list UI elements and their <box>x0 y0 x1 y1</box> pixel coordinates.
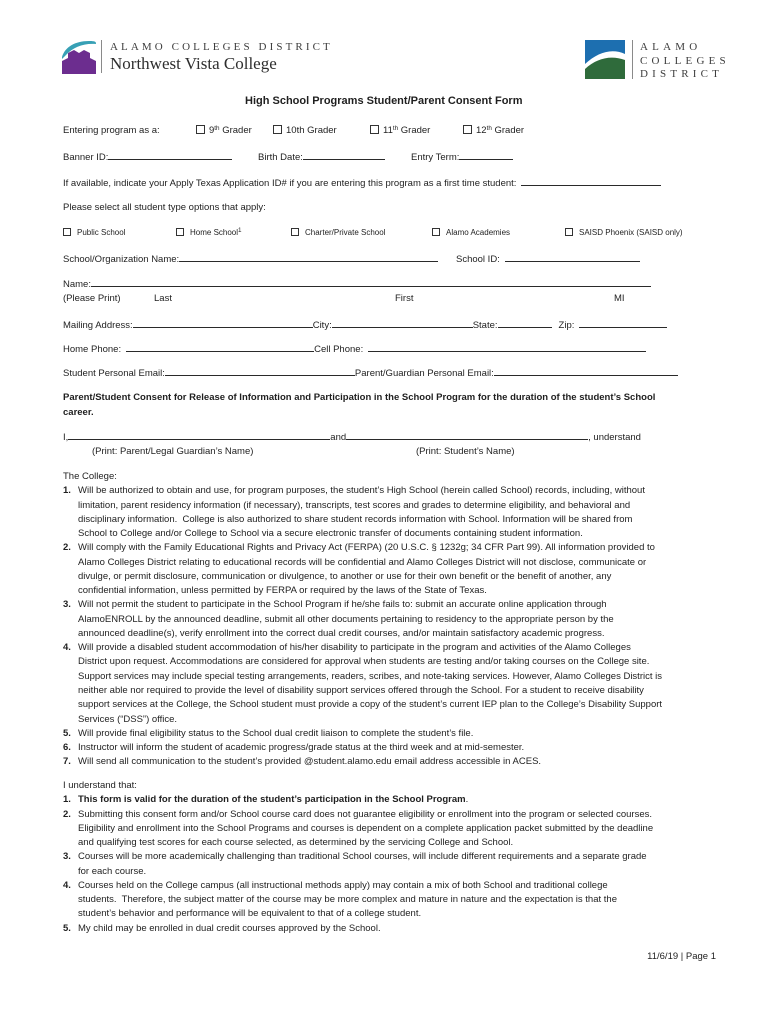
consent-names-group <box>63 430 641 444</box>
logo-word-alamo: ALAMO <box>640 41 702 53</box>
list-item-line-text: students. Therefore, the subject matter of the course may be more complex and mature in nature and the expectation is that the <box>78 894 617 906</box>
student-type-label: SAISD Phoenix (SAISD only) <box>579 228 683 237</box>
grade-suffix: th <box>392 125 399 132</box>
list-number: 1. <box>63 794 71 806</box>
list-item-line <box>78 865 647 879</box>
list-item <box>63 755 662 769</box>
list-item-line-text: Will provide final eligibility status to the School dual credit liaison to complete the student’s file. <box>78 727 474 739</box>
middle-initial-caption: MI <box>614 293 625 304</box>
list-item-line <box>78 850 647 864</box>
list-item-line-text: divulge, or permit disclosure, communication or divulgence, to another or use for their own benefit or the benefit of another, any <box>78 570 612 582</box>
list-item-line-text: Will provide a disabled student accommodation of his/her disability to participate in the program and activities of the Alamo Colleges <box>78 642 631 654</box>
school-org-label: School/Organization Name: <box>63 254 180 265</box>
list-item <box>63 922 653 936</box>
list-item-line-text: confidential information, unless permitted by FERPA or required by the laws of the State of Texas. <box>78 585 487 597</box>
name-label: Name: <box>63 279 91 290</box>
guardian-name-field[interactable] <box>68 430 330 440</box>
list-item-line <box>78 570 655 584</box>
student-email-field[interactable] <box>165 366 355 376</box>
list-item <box>63 879 653 922</box>
student-type-public-school[interactable] <box>63 226 125 240</box>
list-item-line-text: . <box>465 794 469 806</box>
college-heading: The College: <box>63 471 117 482</box>
list-item-line <box>78 499 645 513</box>
list-item-line <box>78 698 662 712</box>
list-number: 4. <box>63 642 71 654</box>
list-item-line <box>78 836 653 850</box>
logo-word-district: DISTRICT <box>640 68 724 80</box>
list-item-line <box>78 922 381 936</box>
list-number: 5. <box>63 922 71 934</box>
list-item-line-text: Services (“DSS”) office. <box>78 713 178 725</box>
list-item-line <box>78 670 662 684</box>
student-type-label: Public School <box>77 228 126 237</box>
mailing-address-label: Mailing Address: <box>63 320 133 331</box>
list-item-line-text: announced deadline(s), verify enrollment into the correct dual credit courses, and/or maintain satisfactory academic progress. <box>78 627 605 639</box>
list-item <box>63 808 653 851</box>
logo-hill-shape <box>585 58 625 79</box>
college-name: Northwest Vista College <box>110 54 277 73</box>
list-item-line-text: disciplinary information. College is also authorized to share student records information with School. Information will be shared from <box>78 513 633 525</box>
list-item-line-text: and qualifying test scores for each course selected, as determined by the servicing College and School. <box>78 837 514 849</box>
banner-id-label: Banner ID: <box>63 152 109 163</box>
list-item-line <box>78 879 617 893</box>
list-item-line-text: student’s behavior and performance will be equivalent to that of a college student. <box>78 908 422 920</box>
checkbox-12th-grader[interactable] <box>463 125 472 134</box>
address-group <box>63 318 667 332</box>
checkbox-alamo-academies[interactable] <box>432 228 440 236</box>
list-item-text <box>78 484 645 541</box>
student-type-label: Charter/Private School <box>305 228 386 237</box>
list-item <box>63 641 662 727</box>
list-number: 7. <box>63 756 71 768</box>
page-title: High School Programs Student/Parent Consent Form <box>245 95 523 107</box>
grade-word: Grader <box>222 125 252 136</box>
list-number: 5. <box>63 727 71 739</box>
list-item-line <box>78 655 662 669</box>
parent-email-field[interactable] <box>494 366 678 376</box>
list-item-text <box>78 598 614 641</box>
apply-texas-group <box>63 176 661 190</box>
list-item-line <box>78 727 473 741</box>
list-item-line-text: Courses will be more academically challenging than traditional School courses, will include different requirements and a separate grade <box>78 851 647 863</box>
list-item-text <box>78 922 381 936</box>
list-item-text <box>78 541 655 598</box>
student-type-charter-private[interactable] <box>291 226 385 240</box>
name-group <box>63 277 651 291</box>
grade-option-12th[interactable] <box>463 124 524 138</box>
list-item-line <box>78 808 653 822</box>
school-id-group <box>456 252 640 266</box>
footnote-marker: 1 <box>238 227 242 234</box>
list-item-text <box>78 727 473 741</box>
name-field[interactable] <box>91 277 651 287</box>
list-item-line-text: neither able nor required to provide the level of disability support services offered through the School. For a student to receive disability <box>78 684 644 696</box>
checkbox-charter-private-school[interactable] <box>291 228 299 236</box>
list-item-line <box>78 893 617 907</box>
first-name-caption: First <box>395 293 414 304</box>
student-name-field[interactable] <box>346 430 588 440</box>
state-field[interactable] <box>498 318 552 328</box>
checkbox-9th-grader[interactable] <box>196 125 205 134</box>
list-number: 2. <box>63 542 71 554</box>
entry-term-label: Entry Term: <box>411 152 460 163</box>
student-email-label: Student Personal Email: <box>63 368 165 379</box>
student-name-caption: (Print: Student’s Name) <box>416 446 515 457</box>
list-item-line <box>78 713 662 727</box>
list-item-line <box>78 598 614 612</box>
grade-number: 9 <box>209 125 215 136</box>
entering-program-label: Entering program as a: <box>63 125 160 136</box>
list-item-line-text: Will be authorized to obtain and use, for program purposes, the student’s High School (herein called School) records, including, without <box>78 485 645 497</box>
list-item-line-text: Will send all communication to the student’s provided @student.alamo.edu email address accessible in ACES. <box>78 756 542 768</box>
cell-phone-field[interactable] <box>368 342 646 352</box>
student-type-label: Alamo Academies <box>446 228 511 237</box>
guardian-name-caption: (Print: Parent/Legal Guardian’s Name) <box>92 446 254 457</box>
list-item-line-text: Instructor will inform the student of academic progress/grade status at the third week and at mid-semester. <box>78 742 525 754</box>
district-name: ALAMO COLLEGES DISTRICT <box>110 41 333 53</box>
list-item-text <box>78 755 541 769</box>
list-item-line <box>78 584 655 598</box>
list-number: 3. <box>63 851 71 863</box>
list-item-line <box>78 907 617 921</box>
school-org-group <box>63 252 438 266</box>
list-item-line <box>78 541 655 555</box>
list-item <box>63 541 662 598</box>
list-item-line-text: Alamo Colleges District relating to educational records will be confidential and Alamo Colleges District will not disclose, communicate or <box>78 556 647 568</box>
grade-number: 12 <box>476 125 487 136</box>
grade-number: 11 <box>383 125 393 136</box>
birth-date-field[interactable] <box>303 150 385 160</box>
understand-section <box>63 779 653 936</box>
understand-list <box>63 793 653 936</box>
zip-field[interactable] <box>579 318 667 328</box>
list-item-line-text: for each course. <box>78 865 147 877</box>
list-item <box>63 598 662 641</box>
school-org-field[interactable] <box>179 252 438 262</box>
checkbox-public-school[interactable] <box>63 228 71 236</box>
list-item-text <box>78 793 468 807</box>
list-item-line <box>78 484 645 498</box>
list-number: 3. <box>63 599 71 611</box>
list-item-line-text: Support services may include special testing arrangements, readers, scribes, and note-taking services. However, Alamo Colleges District is <box>78 670 662 682</box>
list-item-line-text: limitation, parent residency information (if necessary), transcripts, test scores and grades to determine eligibility, and behavioral and <box>78 499 631 511</box>
consent-heading <box>63 390 655 420</box>
understand-label: , understand <box>588 432 641 443</box>
list-number: 4. <box>63 879 71 891</box>
home-phone-label: Home Phone: <box>63 344 122 355</box>
list-item-line <box>78 755 541 769</box>
list-item-line <box>78 741 524 755</box>
list-item-line <box>78 793 468 807</box>
parent-email-label: Parent/Guardian Personal Email: <box>354 368 494 379</box>
state-label: State: <box>472 320 498 331</box>
list-number: 1. <box>63 485 71 497</box>
list-item-line <box>78 613 614 627</box>
grade-option-9th[interactable] <box>196 124 252 138</box>
entry-term-group <box>411 150 513 164</box>
school-id-label: School ID: <box>456 254 500 265</box>
list-item-line-text: AlamoENROLL by the announced deadline, submit all other documents pertaining to residency to the appropriate person by the <box>78 613 614 625</box>
list-item <box>63 484 662 541</box>
grade-suffix: th <box>214 125 220 132</box>
student-type-label: Home School <box>190 228 239 237</box>
understand-heading: I understand that: <box>63 780 137 791</box>
list-item-line-text: Will not permit the student to participate in the School Program if he/she fails to: submit an accurate online application through <box>78 599 607 611</box>
list-item <box>63 793 653 807</box>
list-item-line-text: Submitting this consent form and/or School course card does not guarantee eligibility or enrollment into the program or selected courses. <box>78 808 652 820</box>
student-type-saisd-phoenix[interactable] <box>565 226 683 240</box>
list-item-line <box>78 527 645 541</box>
list-item-bold-text: This form is valid for the duration of the student’s participation in the School Program <box>78 794 466 806</box>
school-id-field[interactable] <box>505 252 640 262</box>
grade-suffix: th <box>486 125 492 132</box>
grade-word: Grader <box>307 125 337 136</box>
please-print-caption: (Please Print) <box>63 293 121 304</box>
home-phone-field[interactable] <box>126 342 314 352</box>
list-item-line-text: Will comply with the Family Educational Rights and Privacy Act (FERPA) (20 U.S.C. § 1232g; 34 CFR Part 99). All information provided to <box>78 542 655 554</box>
cell-phone-label: Cell Phone: <box>314 344 364 355</box>
list-item <box>63 741 662 755</box>
list-item-line <box>78 556 655 570</box>
page-footer: 11/6/19 | Page 1 <box>647 951 716 962</box>
list-item-line-text: District upon request. Accommodations are considered for approval when students are testing and/or taking courses on the College site. <box>78 656 650 668</box>
college-section <box>63 470 662 770</box>
list-item-line <box>78 822 653 836</box>
list-item-line <box>78 513 645 527</box>
checkbox-10th-grader[interactable] <box>273 125 282 134</box>
mailing-address-field[interactable] <box>133 318 313 328</box>
city-label: City: <box>312 320 332 331</box>
list-item-line <box>78 627 614 641</box>
banner-id-field[interactable] <box>108 150 232 160</box>
student-type-prompt: Please select all student type options that apply: <box>63 202 266 213</box>
birth-date-label: Birth Date: <box>258 152 303 163</box>
list-number: 2. <box>63 808 71 820</box>
logo-divider <box>101 40 102 73</box>
list-item <box>63 850 653 879</box>
apply-texas-id-field[interactable] <box>521 176 661 186</box>
list-item-text <box>78 641 662 727</box>
list-item-line <box>78 641 662 655</box>
checkbox-11th-grader[interactable] <box>370 125 379 134</box>
list-item-line <box>78 684 662 698</box>
list-item-text <box>78 879 617 922</box>
list-item-text <box>78 808 653 851</box>
alamo-colleges-mark-icon <box>585 40 625 79</box>
alamo-colleges-mark-icon <box>62 40 96 74</box>
list-item-line-text: My child may be enrolled in dual credit courses approved by the School. <box>78 922 381 934</box>
consent-heading-line: career. <box>63 407 94 418</box>
and-label: and <box>330 432 347 443</box>
list-item-line-text: Eligibility and enrollment into the School Programs and courses is dependent on a complete application packet submitted by the deadline <box>78 822 654 834</box>
city-field[interactable] <box>332 318 473 328</box>
last-name-caption: Last <box>154 293 172 304</box>
grade-word: Grader <box>494 125 525 136</box>
consent-heading-line: Parent/Student Consent for Release of Information and Participation in the School Program for the duration of the student’s School <box>63 392 656 403</box>
i-label: I, <box>63 432 69 443</box>
phone-group <box>63 342 646 356</box>
list-item-text <box>78 741 524 755</box>
checkbox-saisd-phoenix[interactable] <box>565 228 573 236</box>
grade-word: Grader <box>400 125 431 136</box>
banner-id-group <box>63 150 232 164</box>
student-type-alamo-academies[interactable] <box>432 226 510 240</box>
logo-word-colleges: COLLEGES <box>640 55 730 67</box>
zip-label: Zip: <box>558 320 575 331</box>
grade-option-10th[interactable] <box>273 124 337 138</box>
list-item-text <box>78 850 647 879</box>
entry-term-field[interactable] <box>459 150 513 160</box>
list-item-line-text: support services at the College, the School student must provide a copy of the student’s current IEP plan to the College’s Disability Support <box>78 699 663 711</box>
email-group <box>63 366 678 380</box>
college-list <box>63 484 662 769</box>
list-number: 6. <box>63 742 71 754</box>
apply-texas-label: If available, indicate your Apply Texas Application ID# if you are entering this program as a first time student: <box>63 178 517 189</box>
list-item <box>63 727 662 741</box>
grade-option-11th[interactable] <box>370 124 430 138</box>
checkbox-home-school[interactable] <box>176 228 184 236</box>
grade-number: 10th <box>286 125 305 136</box>
list-item-line-text: Courses held on the College campus (all instructional methods apply) may contain a mix of both School and traditional college <box>78 879 608 891</box>
list-item-line-text: School to College and/or College to School via a secure electronic transfer of documents containing student information. <box>78 528 583 540</box>
birth-date-group <box>258 150 385 164</box>
student-type-home-school[interactable] <box>176 226 242 240</box>
logo-divider <box>632 40 633 79</box>
